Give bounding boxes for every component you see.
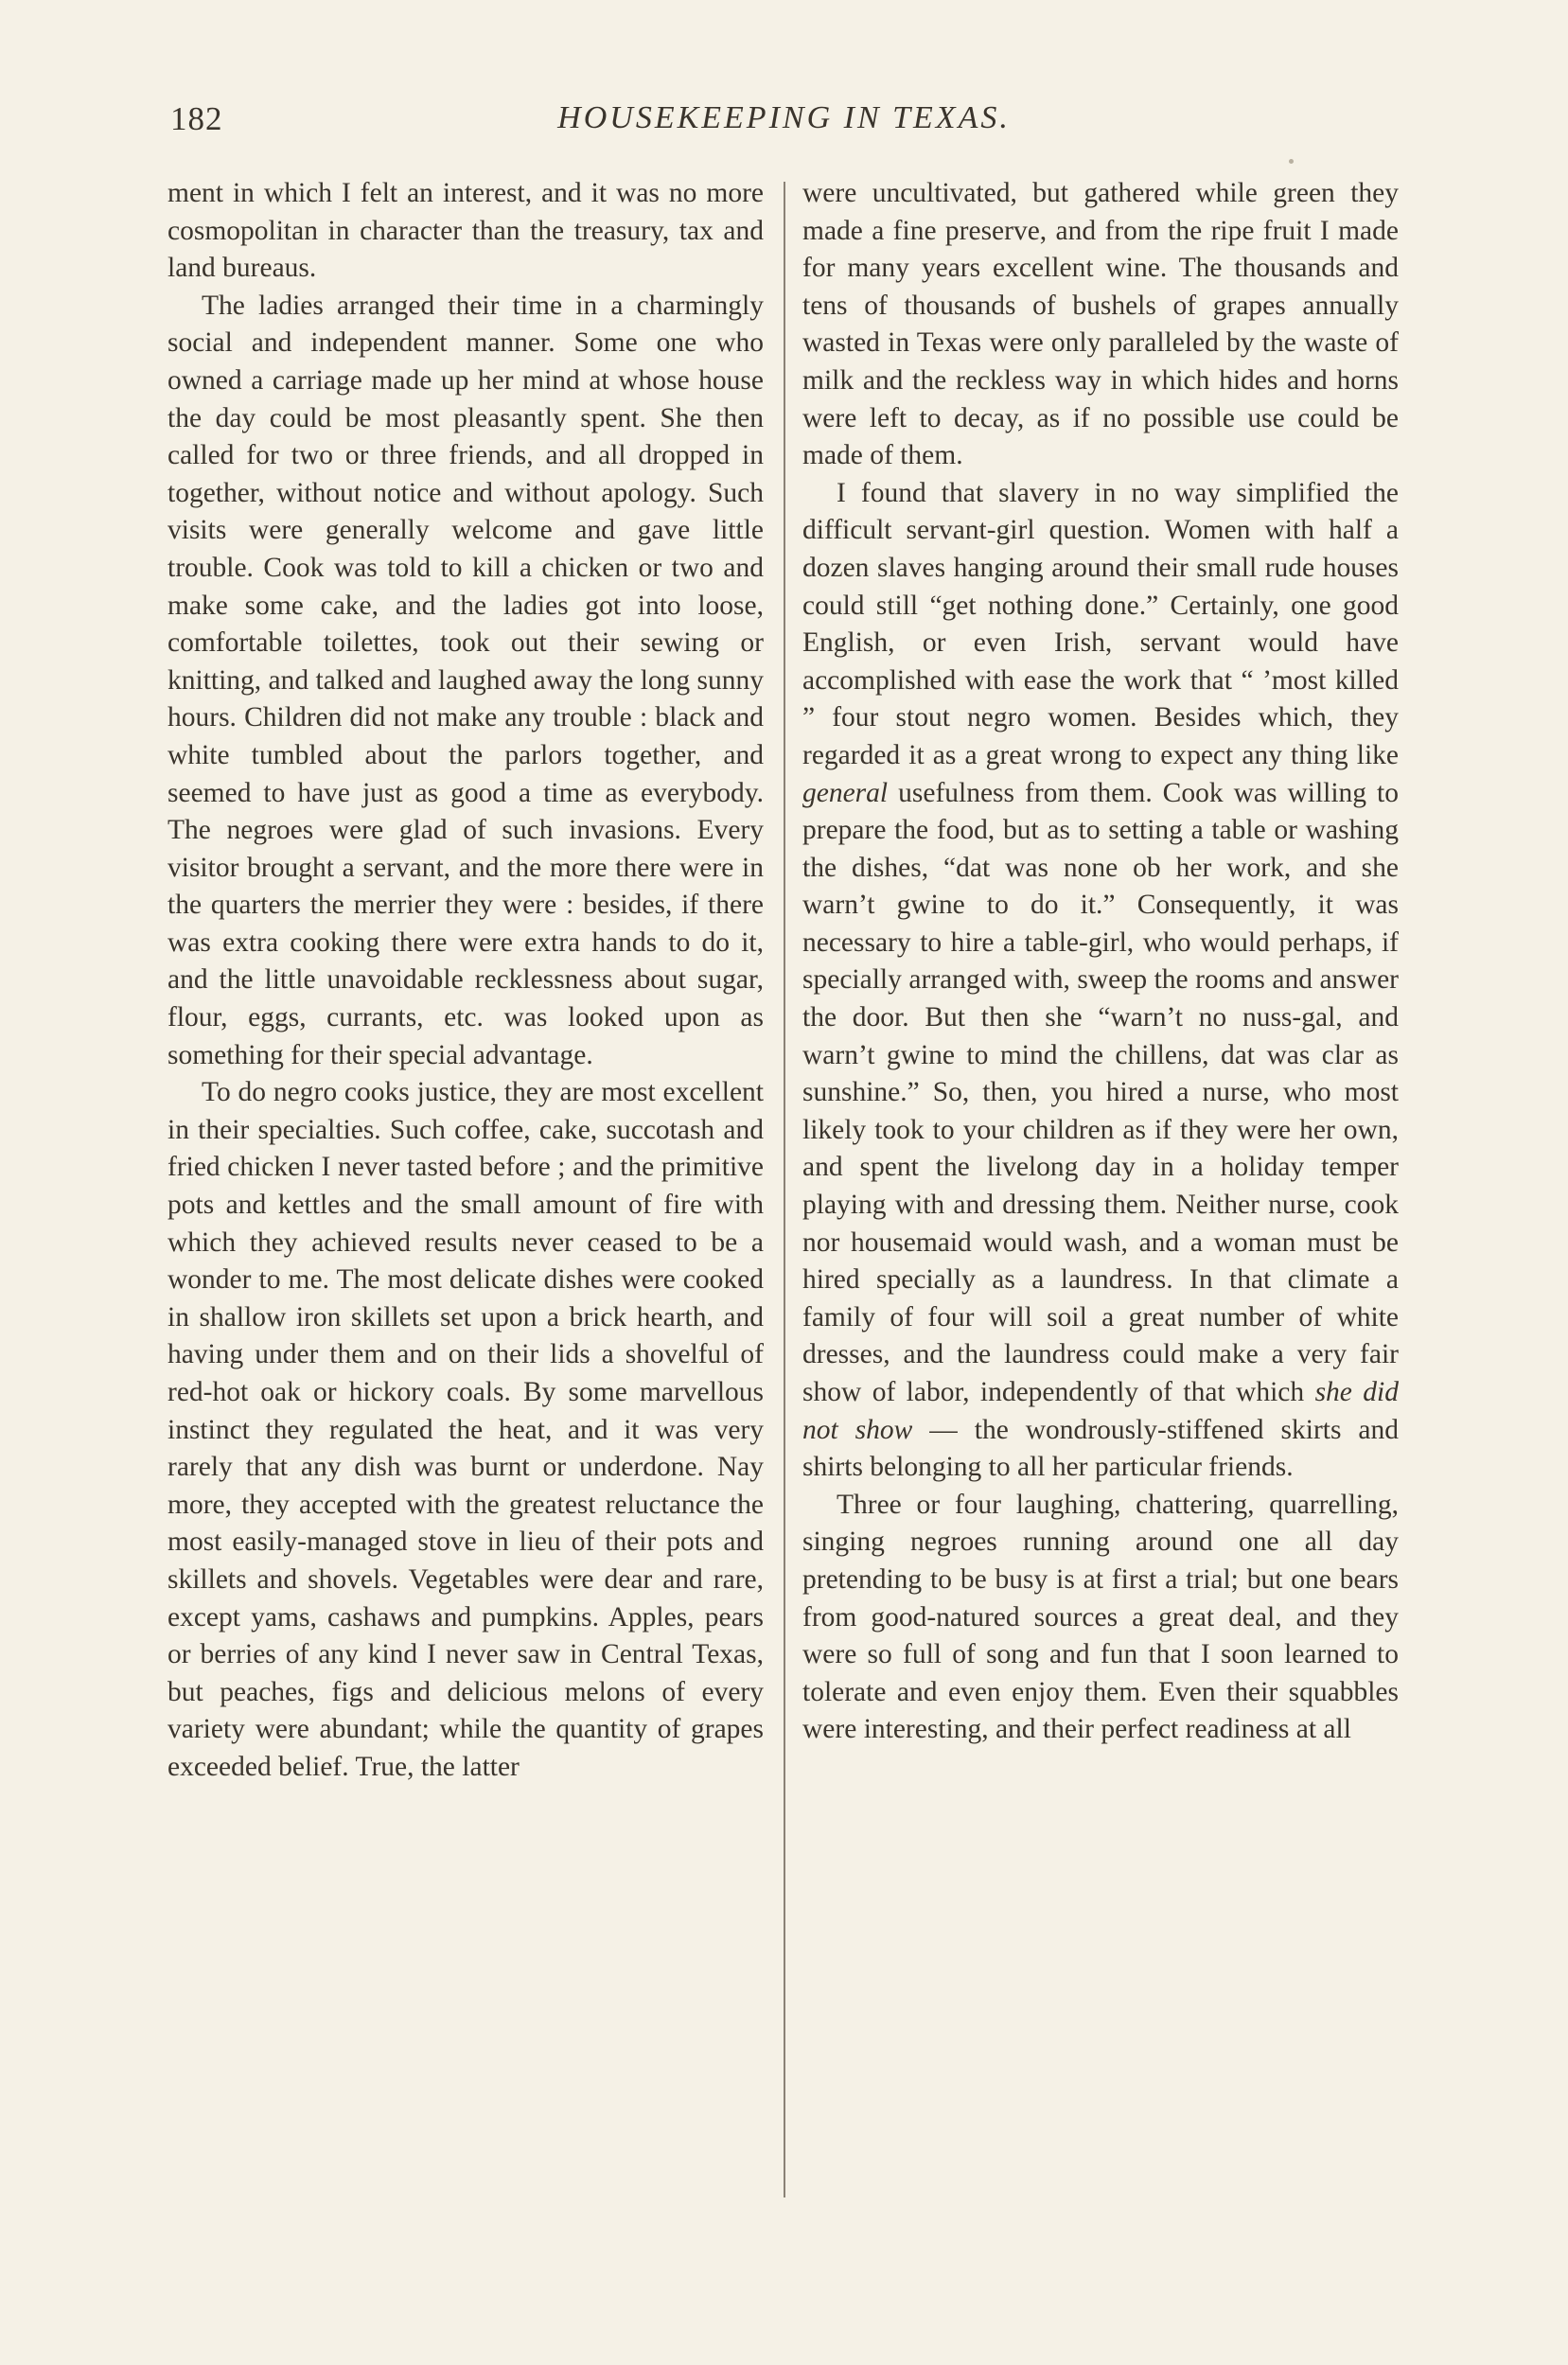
italic-emphasis: she did not show	[802, 1377, 1399, 1445]
running-head: HOUSEKEEPING IN TEXAS.	[557, 100, 1011, 135]
text-run: I found that slavery in no way simplified the difficult servant-girl question. Women with half a dozen slaves hanging around their small rude houses could still “get nothing done.” Certainly, one good English, or even Irish, servant would have accomplished with ease the work that “ ’most killed ” four stout negro women. Besides which, they regarded it as a great wrong to expect any thing like	[802, 477, 1399, 770]
paragraph	[802, 475, 1399, 1487]
text-run: usefulness from them. Cook was willing to prepare the food, but as to setting a table or washing the dishes, “dat was none ob her work, and she warn’t gwine to do it.” Consequently, it was necessary to hire a table-girl, who would perhaps, if specially arranged with, sweep the rooms and answer the door. But then she “warn’t no nuss-gal, and warn’t gwine to mind the chillens, dat was clar as sunshine.” So, then, you hired a nurse, who most likely took to your children as if they were her own, and spent the livelong day in a holiday temper playing with and dressing them. Neither nurse, cook nor housemaid would wash, and a woman must be hired specially as a laundress. In that climate a family of four will soil a great number of white dresses, and the laundress could make a very fair show of labor, independently of that which	[802, 777, 1399, 1407]
paragraph: ment in which I felt an interest, and it was no more cosmopolitan in character than the treasury, tax and land bureaus.	[167, 178, 764, 284]
speck	[1289, 159, 1294, 164]
paragraph: The ladies arranged their time in a charmingly social and independent manner. Some one who owned a carriage made up her mind at whose house the day could be most pleasantly spent. She then called for two or three friends, and all dropped in together, without notice and without apology. Such visits were generally welcome and gave little trouble. Cook was told to kill a chicken or two and make some cake, and the ladies got into loose, comfortable toilettes, took out their sewing or knitting, and talked and laughed away the long sunny hours. Children did not make any trouble : black and white tumbled about the parlors together, and seemed to have just as good a time as everybody. The negroes were glad of such invasions. Every visitor brought a servant, and the more there were in the quarters the merrier they were : besides, if there was extra cooking there were extra hands to do it, and the little unavoidable recklessness about sugar, flour, eggs, currants, etc. was looked upon as something for their special advantage.	[167, 290, 765, 1070]
paragraph: were uncultivated, but gathered while green they made a fine preserve, and from the ripe fruit I made for many years excellent wine. The thousands and tens of thousands of bushels of grapes annually wasted in Texas were only paralleled by the waste of milk and the reckless way in which hides and horns were left to decay, as if no possible use could be made of them.	[802, 178, 1399, 471]
paragraph: Three or four laughing, chattering, quarrelling, singing negroes running around one all day pretending to be busy is at first a trial; but one bears from good-natured sources a great deal, and they were so full of song and fun that I soon learned to tolerate and even enjoy them. Even their squabbles were interesting, and their perfect readiness at all	[802, 1489, 1399, 1745]
column-rule	[784, 182, 785, 2197]
right-column	[802, 175, 1399, 1749]
paragraph: To do negro cooks justice, they are most excellent in their specialties. Such coffee, cake, succotash and fried chicken I never tasted before ; and the primitive pots and kettles and the small amount of fire with which they achieved results never ceased to be a wonder to me. The most delicate dishes were cooked in shallow iron skillets set upon a brick hearth, and having under them and on their lids a shovelful of red-hot oak or hickory coals. By some marvellous instinct they regulated the heat, and it was very rarely that any dish was burnt or underdone. Nay more, they accepted with the greatest reluctance the most easily-managed stove in lieu of their pots and skillets and shovels. Vegetables were dear and rare, except yams, cashaws and pumpkins. Apples, pears or berries of any kind I never saw in Central Texas, but peaches, figs and delicious melons of every variety were abundant; while the quantity of grapes exceeded belief. True, the latter	[167, 1077, 764, 1782]
italic-emphasis: general	[802, 777, 889, 808]
left-column	[167, 175, 764, 1787]
page-number: 182	[170, 100, 223, 137]
text-run: — the wondrously-stiffened skirts and shirts belonging to all her particular friends.	[802, 1414, 1399, 1483]
